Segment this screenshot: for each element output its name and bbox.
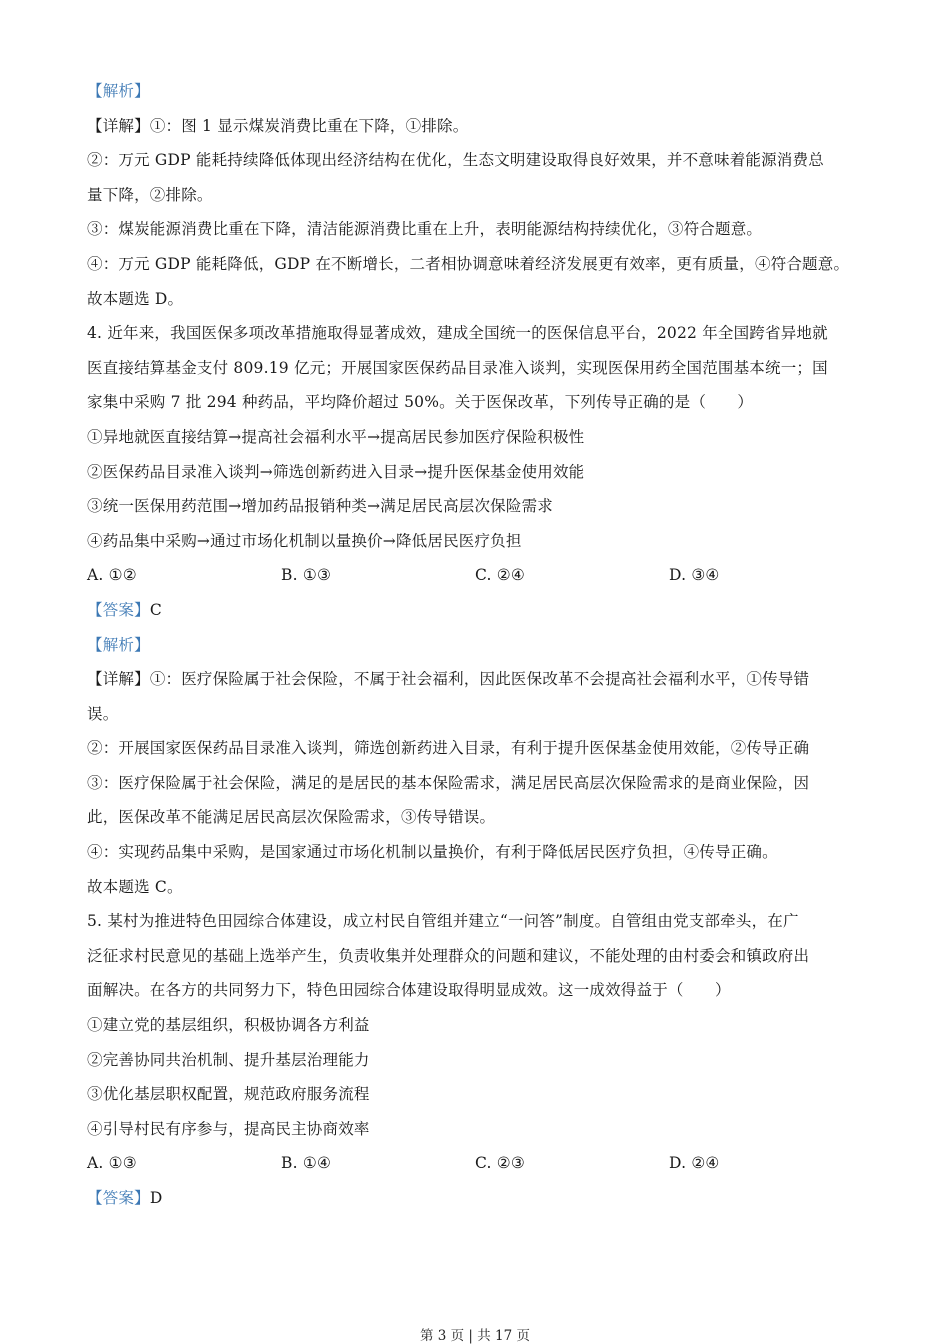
statement: ④引导村民有序参与，提高民主协商效率 <box>87 1119 370 1138</box>
statement: ②完善协同共治机制、提升基层治理能力 <box>87 1050 370 1069</box>
statement: ①异地就医直接结算→提高社会福利水平→提高居民参加医疗保险积极性 <box>87 427 585 446</box>
question-4-options <box>87 558 867 593</box>
answer-tag: 【答案】 <box>87 600 150 619</box>
analysis-heading <box>87 74 867 109</box>
question-5-stem: 泛征求村民意见的基础上选举产生，负责收集并处理群众的问题和建议，不能处理的由村委会和镇政府出 <box>87 946 810 965</box>
detail-line: ④：万元 GDP 能耗降低，GDP 在不断增长，二者相协调意味着经济发展更有效率，更有质量，④符合题意。 <box>87 254 850 273</box>
detail-line: ③：医疗保险属于社会保险，满足的是居民的基本保险需求，满足居民高层次保险需求的是商业保险，因 <box>87 773 810 792</box>
analysis-tag: 【解析】 <box>87 82 150 100</box>
detail-line: 【详解】①：医疗保险属于社会保险，不属于社会福利，因此医保改革不会提高社会福利水平，①传导错 <box>87 670 810 689</box>
detail-line: ②：开展国家医保药品目录准入谈判，筛选创新药进入目录，有利于提升医保基金使用效能，②传导正确 <box>87 739 810 758</box>
option-d: D. ③④ <box>669 566 720 585</box>
detail-line: 误。 <box>87 704 119 723</box>
statement: ④药品集中采购→通过市场化机制以量换价→降低居民医疗负担 <box>87 531 522 550</box>
analysis-tag: 【解析】 <box>87 635 150 654</box>
statement: ①建立党的基层组织，积极协调各方利益 <box>87 1016 370 1035</box>
answer-value: D <box>149 1189 163 1207</box>
answer-tag: 【答案】 <box>87 1189 150 1207</box>
answer-line <box>87 593 867 628</box>
question-4-stem: 家集中采购 7 批 294 种药品，平均降价超过 50%。关于医保改革，下列传导正确的是（ ） <box>87 393 754 412</box>
detail-tag: 【详解】 <box>87 116 150 135</box>
question-5-stem: 面解决。在各方的共同努力下，特色田园综合体建设取得明显成效。这一成效得益于（ ） <box>87 981 731 1000</box>
statement: ②医保药品目录准入谈判→筛选创新药进入目录→提升医保基金使用效能 <box>87 462 585 481</box>
option-d: D. ②④ <box>669 1154 720 1173</box>
document-page <box>87 74 867 1216</box>
detail-tag: 【详解】 <box>87 670 150 689</box>
question-4-stem: 医直接结算基金支付 809.19 亿元；开展国家医保药品目录准入谈判，实现医保用药全国范围基本统一；国 <box>87 358 828 377</box>
question-5-options <box>87 1146 867 1181</box>
detail-line: 量下降，②排除。 <box>87 185 213 204</box>
statement: ③优化基层职权配置，规范政府服务流程 <box>87 1085 370 1104</box>
conclusion-line: 故本题选 D。 <box>87 289 184 308</box>
detail-line: ④：实现药品集中采购，是国家通过市场化机制以量换价，有利于降低居民医疗负担，④传导正确。 <box>87 843 778 862</box>
option-a: A. ①② <box>87 566 137 585</box>
option-c: C. ②③ <box>475 1154 525 1173</box>
option-a: A. ①③ <box>87 1154 137 1173</box>
page-footer: 第 3 页 | 共 17 页 <box>419 1328 531 1344</box>
option-b: B. ①③ <box>281 566 332 585</box>
statement: ③统一医保用药范围→增加药品报销种类→满足居民高层次保险需求 <box>87 497 553 516</box>
detail-line: 此，医保改革不能满足居民高层次保险需求，③传导错误。 <box>87 808 496 827</box>
answer-value: C <box>149 600 162 619</box>
option-b: B. ①④ <box>281 1154 332 1173</box>
analysis-heading <box>87 628 867 663</box>
detail-line: 【详解】①：图 1 显示煤炭消费比重在下降，①排除。 <box>87 116 469 135</box>
detail-line: ②：万元 GDP 能耗持续降低体现出经济结构在优化，生态文明建设取得良好效果，并不意味着能源消费总 <box>87 151 824 170</box>
question-4-stem: 4. 近年来，我国医保多项改革措施取得显著成效，建成全国统一的医保信息平台，2022 年全国跨省异地就 <box>87 324 828 343</box>
answer-line <box>87 1181 867 1216</box>
question-5-stem: 5. 某村为推进特色田园综合体建设，成立村民自管组并建立“一问答”制度。自管组由党支部牵头，在广 <box>87 912 799 931</box>
conclusion-line: 故本题选 C。 <box>87 877 183 896</box>
detail-line: ③：煤炭能源消费比重在下降，清洁能源消费比重在上升，表明能源结构持续优化，③符合题意。 <box>87 220 763 239</box>
option-c: C. ②④ <box>475 566 525 585</box>
